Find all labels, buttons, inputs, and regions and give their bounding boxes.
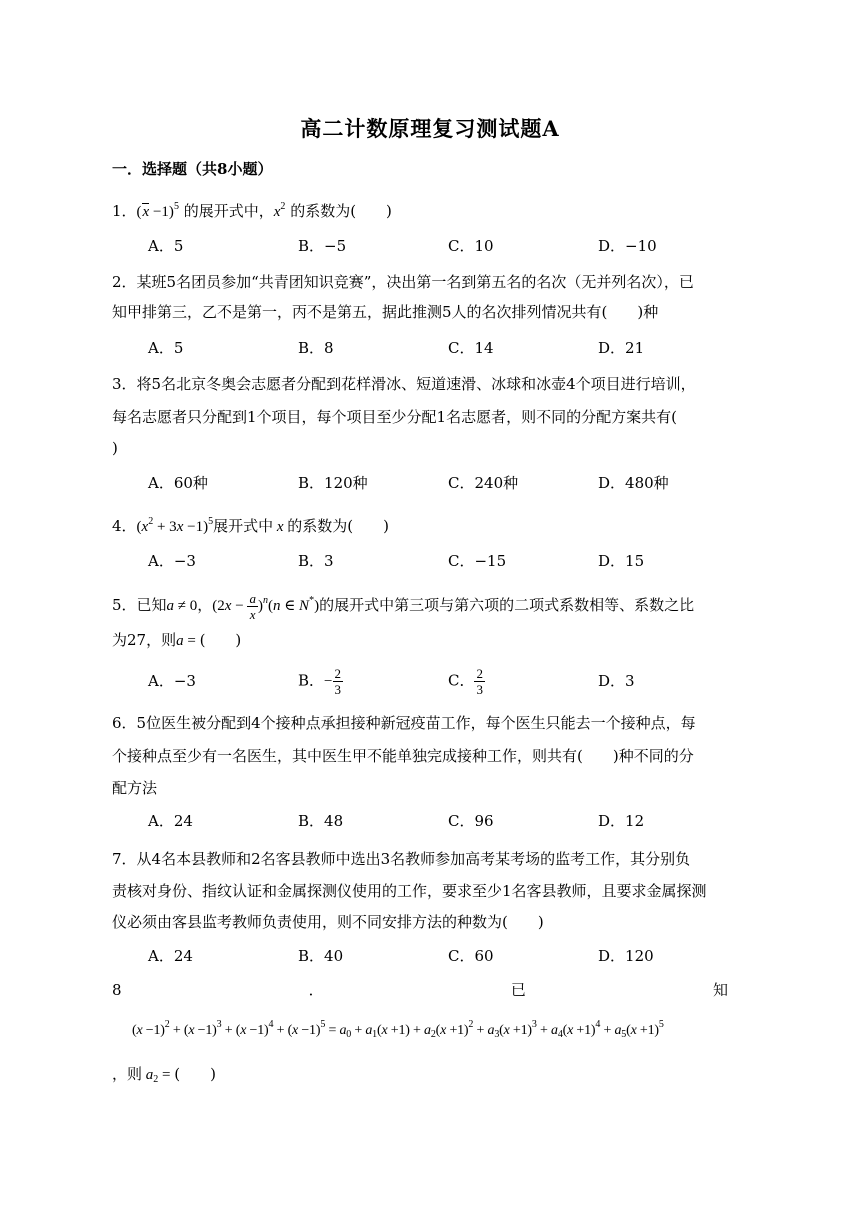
option-d[interactable]: D．15: [598, 552, 645, 570]
question-6-line-2: 个接种点至少有一名医生，其中医生甲不能单独完成接种工作，则共有( )种不同的分: [112, 747, 694, 765]
option-b[interactable]: B．3: [298, 552, 334, 570]
q1-expression: $(x -1)^5$: [136, 201, 179, 220]
option-d[interactable]: D．12: [598, 812, 645, 830]
question-3-line-3: ): [112, 439, 118, 457]
page-title: 高二计数原理复习测试题A: [300, 116, 560, 141]
option-d[interactable]: D．−10: [598, 237, 657, 255]
q5-condition: a ≠ 0: [166, 598, 198, 614]
question-5-line-1: 5．已知a ≠ 0，(2x − $\frac{a}{x}$ )$^n$(n ∈ N*)的展开式中第三项与第六项的二项式系数相等、系数之比: [112, 591, 695, 623]
question-5-options: [148, 666, 748, 697]
option-d[interactable]: D．21: [598, 339, 645, 357]
question-7-options: [148, 945, 748, 967]
q4-expression: $(x^2 + 3x -1)^5$: [136, 516, 214, 535]
q5-expression: (2x − $\frac{a}{x}$ )$^n$(n ∈ N*): [212, 591, 320, 623]
question-7-line-1: 7．从4名本县教师和2名客县教师中选出3名教师参加高考某考场的监考工作，其分别负: [112, 850, 691, 868]
option-b[interactable]: B．−5: [298, 237, 347, 255]
option-a[interactable]: A．24: [148, 947, 193, 965]
question-7-line-3: 仪必须由客县监考教师负责使用，则不同安排方法的种数为( ): [112, 913, 544, 931]
question-4: 4．$(x^2 + 3x -1)^5$展开式中 x 的系数为( ): [112, 516, 389, 535]
option-c[interactable]: C．14: [448, 339, 494, 357]
question-6-line-3: 配方法: [112, 779, 158, 797]
option-b[interactable]: B．48: [298, 812, 344, 830]
question-6-line-1: 6．5位医生被分配到4个接种点承担接种新冠疫苗工作，每个医生只能去一个接种点，每: [112, 714, 696, 732]
question-2-line-2: 知甲排第三，乙不是第一，丙不是第五，据此推测5人的名次排列情况共有( )种: [112, 303, 659, 321]
question-3-line-2: 每名志愿者只分配到1个项目，每个项目至少分配1名志愿者，则不同的分配方案共有(: [112, 408, 677, 426]
question-2-options: [148, 337, 748, 359]
option-c[interactable]: C．240种: [448, 474, 519, 492]
option-b[interactable]: B．120种: [298, 474, 368, 492]
question-7-line-2: 责核对身份、指纹认证和金属探测仪使用的工作，要求至少1名客县教师，且要求金属探测: [112, 882, 707, 900]
option-a[interactable]: A．−3: [148, 552, 196, 570]
question-3-line-1: 3．将5名北京冬奥会志愿者分配到花样滑冰、短道速滑、冰球和冰壶4个项目进行培训，: [112, 375, 696, 393]
option-b[interactable]: B．− $\frac{2}{3}$: [298, 666, 341, 697]
option-d[interactable]: D．480种: [598, 474, 669, 492]
option-a[interactable]: A．5: [148, 339, 184, 357]
option-a[interactable]: A．−3: [148, 671, 196, 690]
option-c[interactable]: C．60: [448, 947, 494, 965]
question-4-options: [148, 550, 748, 572]
question-1-options: [148, 235, 748, 257]
question-8-line-3: ，则 $a_2$ = ( ): [112, 1065, 216, 1085]
option-c[interactable]: C．−15: [448, 552, 507, 570]
question-8-equation: $(x -1)^2 + (x -1)^3 + (x -1)^4 + (x -1)^5 = a_0 + a_1(x +1) + a_2(x +1)^2 + a_3(x +1)^3 + a_4(x +1)^4 + a_5(x +1)^5$: [132, 1019, 664, 1040]
option-d[interactable]: D．120: [598, 947, 654, 965]
question-2-line-1: 2．某班5名团员参加“共青团知识竞赛”，决出第一名到第五名的名次（无并列名次），已: [112, 273, 694, 291]
option-c[interactable]: C． $\frac{2}{3}$: [448, 666, 483, 697]
question-6-options: [148, 810, 748, 832]
q1-term: x: [273, 204, 281, 220]
question-5-line-2: 为27，则a = ( ): [112, 631, 242, 649]
option-a[interactable]: A．60种: [148, 474, 208, 492]
question-1: 1．$(x -1)^5$ 的展开式中，$x^2$ 的系数为( ): [112, 201, 392, 220]
option-c[interactable]: C．10: [448, 237, 494, 255]
question-3-options: [148, 472, 748, 494]
section-heading: 一．选择题（共8小题）: [112, 160, 273, 178]
option-a[interactable]: A．24: [148, 812, 193, 830]
option-c[interactable]: C．96: [448, 812, 494, 830]
question-8-line-1: 8 ． 已 知: [112, 981, 728, 999]
option-b[interactable]: B．8: [298, 339, 334, 357]
option-a[interactable]: A．5: [148, 237, 184, 255]
option-d[interactable]: D．3: [598, 671, 635, 690]
option-b[interactable]: B．40: [298, 947, 344, 965]
